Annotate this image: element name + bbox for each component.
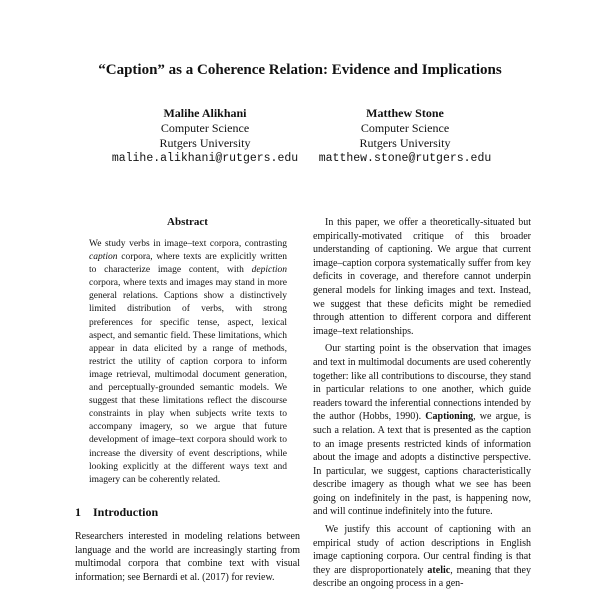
author-email[interactable]: malihe.alikhani@rutgers.edu (111, 152, 299, 165)
section-title: Introduction (93, 505, 159, 519)
paragraph: In this paper, we offer a theoretically-situated but empirically-motivated critique of this broader understanding of captioning. We argue that current image–caption corpora systematically suffer from key deficits in coverage, and therefore cannot underpin general models for linking images and text. Instead, we suggest that these deficits might be remedied through attention to different corpora and different image–text relationships. (313, 217, 531, 337)
author-institution: Rutgers University (159, 136, 251, 150)
paragraph: Researchers interested in modeling relations between language and the world are increasingly starting from multimodal corpora that combine text with visual information; see Bernardi et al. (2017) for review. (75, 531, 300, 583)
emphasis-depiction: depiction (251, 265, 287, 276)
author-block-1 (100, 106, 310, 166)
author-department: Computer Science (360, 121, 450, 135)
section-heading-introduction (75, 505, 158, 520)
author-name: Matthew Stone (366, 106, 444, 120)
author-email[interactable]: matthew.stone@rutgers.edu (318, 152, 492, 165)
paragraph: Our starting point is the observation that images and text in multimodal documents are used coherently together: like all contributions to discourse, they stand in particular relations to one another, which guide readers toward the inferential connections intended by the author (Hobbs, 1990). Captioning, we argue, is such a relation. A text that is presented as the caption to an image presents restricted kinds of information about the image and adopts a distinctive perspective. In particular, we suggest, captions characteristically describe imagery as though what we see has been going on indefinitely in the past, is happening now, and will continue indefinitely into the future. (313, 343, 531, 518)
introduction-body (75, 530, 300, 584)
abstract-body: We study verbs in image–text corpora, contrasting caption corpora, where texts are explicitly written to characterize image content, with depiction corpora, where texts and images may stand in more general relations. Captions show a distinctively limited distribution of verbs, with strong preferences for specific tense, aspect, lexical aspect, and semantic field. These limitations, which appear in data elicited by a range of methods, restrict the utility of caption corpora to inform image retrieval, multimodal document generation, and perceptually-grounded semantic models. We suggest that these limitations reflect the discourse constraints in play when subjects write texts to accompany imagery, so we argue that future development of image–text corpora should work to increase the diversity of event descriptions, while looking explicitly at the different ways text and imagery can be coherently related. (89, 239, 287, 485)
author-block-2 (305, 106, 505, 166)
author-department: Computer Science (160, 121, 250, 135)
abstract-heading: Abstract (167, 216, 208, 228)
paragraph: We justify this account of captioning with an empirical study of action descriptions in English image captioning corpora. Our central finding is that they are disproportionately atelic, meaning that they describe an ongoing process in a gen- (313, 524, 531, 590)
author-institution: Rutgers University (359, 136, 451, 150)
emphasis-caption: caption (89, 252, 118, 263)
term-atelic: atelic (427, 564, 451, 576)
term-captioning: Captioning (425, 411, 474, 423)
paper-title: “Caption” as a Coherence Relation: Evidence and Implications (98, 62, 502, 78)
section-number: 1 (75, 505, 81, 519)
right-column-body (313, 216, 531, 591)
author-name: Malihe Alikhani (163, 106, 247, 120)
